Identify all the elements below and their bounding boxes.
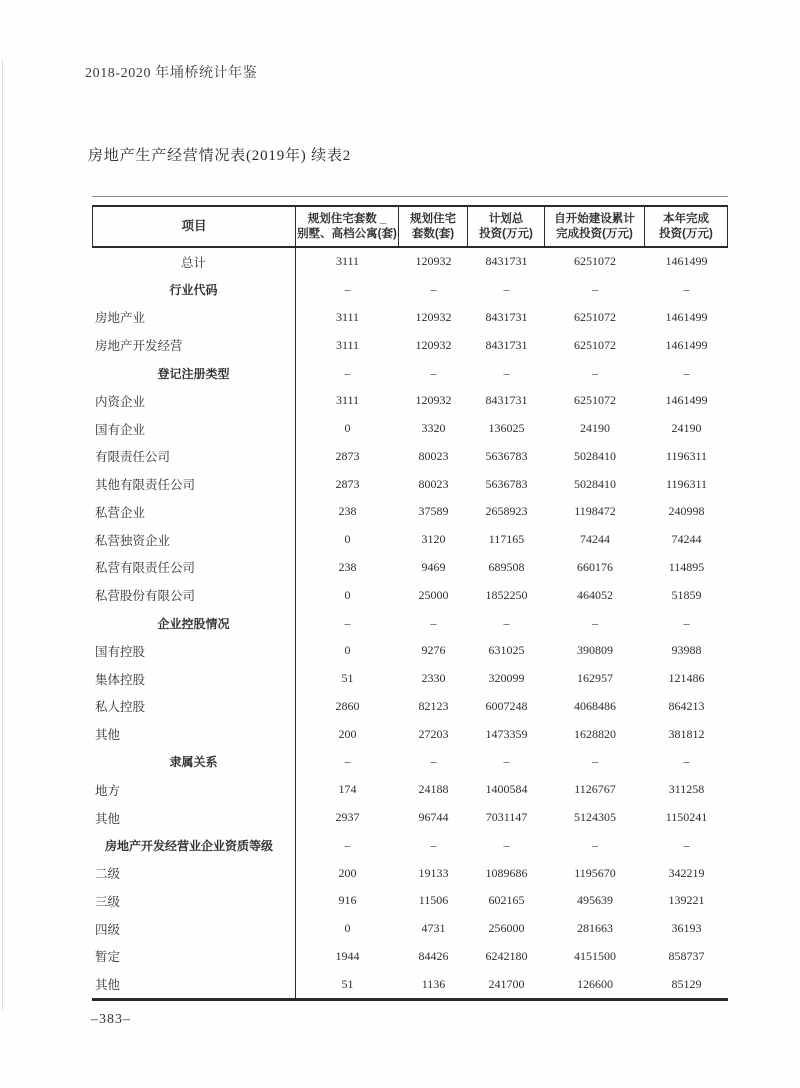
table-row — [92, 415, 728, 443]
row-label: 三级 — [92, 887, 296, 915]
yearbook-header: 2018-2020 年埇桥统计年鉴 — [85, 66, 258, 81]
scan-edge-artifact — [2, 60, 3, 1010]
row-label: 地方 — [92, 776, 296, 804]
row-label: 私营独资企业 — [92, 526, 296, 554]
table-row — [92, 943, 728, 971]
cell-value: 390809 — [577, 643, 613, 658]
row-label: 内资企业 — [92, 387, 296, 415]
column-header-text: 套数(套) — [411, 227, 455, 240]
cell-value: 916 — [338, 893, 357, 908]
cell-value: 5636783 — [485, 476, 528, 491]
table-row — [92, 526, 728, 554]
cell-value: 3111 — [335, 309, 360, 324]
statistics-table — [92, 196, 728, 1001]
cell-value: 5124305 — [574, 810, 616, 825]
row-label: 其他 — [92, 720, 296, 748]
cell-value: 2873 — [335, 448, 360, 463]
table-row — [92, 498, 728, 526]
cell-value: 1628820 — [574, 726, 616, 741]
table-row — [92, 887, 728, 915]
row-label: 其他 — [92, 970, 296, 998]
row-label: 有限责任公司 — [92, 442, 296, 470]
page-number: –383– — [91, 1012, 131, 1027]
cell-value: 0 — [344, 532, 351, 547]
cell-value: 1461499 — [665, 254, 708, 269]
cell-value: 117165 — [488, 532, 525, 547]
column-header-text: 规划住宅套数 _ — [307, 212, 387, 225]
cell-value: – — [592, 837, 598, 852]
cell-value: – — [344, 365, 351, 380]
cell-value: 96744 — [418, 810, 449, 825]
cell-value: 1196311 — [665, 448, 708, 463]
cell-value: 342219 — [668, 865, 705, 880]
column-header — [92, 207, 296, 246]
cell-value: 84426 — [418, 948, 449, 963]
cell-value: – — [430, 282, 437, 297]
cell-value: 82123 — [418, 698, 449, 713]
cell-value: – — [683, 365, 690, 380]
cell-value: 51 — [341, 671, 354, 686]
cell-value: – — [430, 837, 437, 852]
table-row — [92, 470, 728, 498]
column-header-text: 别墅、高档公寓(套) — [297, 227, 397, 240]
table-top-rule — [92, 196, 728, 197]
row-label: 其他 — [92, 804, 296, 832]
cell-value: – — [683, 282, 690, 297]
cell-value: 320099 — [488, 671, 525, 686]
cell-value: 162957 — [577, 671, 613, 686]
cell-value: 3111 — [335, 337, 360, 352]
cell-value: 120932 — [415, 393, 452, 408]
column-header-text: 规划住宅 — [410, 212, 456, 225]
table-row — [92, 748, 728, 776]
cell-value: 4068486 — [574, 698, 616, 713]
cell-value: 37589 — [418, 504, 449, 519]
row-label: 私营企业 — [92, 498, 296, 526]
cell-value: 6251072 — [574, 337, 616, 352]
table-row — [92, 970, 728, 998]
cell-value: 6251072 — [574, 393, 616, 408]
row-label: 暂定 — [92, 943, 296, 971]
cell-value: – — [430, 754, 437, 769]
cell-value: 174 — [338, 782, 357, 797]
column-header-text: 计划总 — [488, 212, 524, 225]
cell-value: 1461499 — [665, 337, 708, 352]
cell-value: – — [344, 754, 351, 769]
table-row — [92, 387, 728, 415]
cell-value: 27203 — [418, 726, 449, 741]
cell-value: 6251072 — [574, 309, 616, 324]
cell-value: 126600 — [577, 976, 613, 991]
cell-value: 121486 — [668, 671, 705, 686]
cell-value: 1461499 — [665, 309, 708, 324]
cell-value: 4151500 — [574, 948, 616, 963]
table-row — [92, 720, 728, 748]
column-header-text: 投资(万元) — [659, 227, 713, 240]
cell-value: 74244 — [671, 532, 702, 547]
cell-value: – — [430, 365, 437, 380]
cell-value: 5028410 — [574, 476, 616, 491]
cell-value: 1944 — [335, 948, 360, 963]
column-header — [645, 207, 728, 246]
table-row — [92, 442, 728, 470]
cell-value: 36193 — [671, 921, 702, 936]
cell-value: – — [503, 365, 510, 380]
cell-value: – — [503, 754, 510, 769]
cell-value: – — [503, 615, 510, 630]
row-label: 国有控股 — [92, 637, 296, 665]
cell-value: 24190 — [580, 421, 610, 436]
cell-value: 240998 — [668, 504, 705, 519]
cell-value: 495639 — [577, 893, 613, 908]
cell-value: 136025 — [488, 421, 525, 436]
cell-value: 74244 — [580, 532, 610, 547]
cell-value: 1150241 — [665, 810, 708, 825]
cell-value: 80023 — [418, 448, 449, 463]
column-header-text: 本年完成 — [663, 212, 709, 225]
cell-value: 25000 — [418, 587, 449, 602]
cell-value: 2937 — [335, 810, 360, 825]
row-label: 总计 — [92, 248, 296, 276]
table-header-row — [92, 205, 728, 248]
cell-value: 602165 — [488, 893, 525, 908]
cell-value: 5028410 — [574, 448, 616, 463]
cell-value: – — [683, 837, 690, 852]
cell-value: 11506 — [418, 893, 449, 908]
cell-value: – — [683, 615, 690, 630]
column-header-text: 项目 — [181, 219, 207, 233]
cell-value: – — [683, 754, 690, 769]
row-label: 私人控股 — [92, 693, 296, 721]
cell-value: 9276 — [421, 643, 446, 658]
row-label: 登记注册类型 — [92, 359, 296, 387]
table-row — [92, 665, 728, 693]
cell-value: 256000 — [488, 921, 525, 936]
table-row — [92, 359, 728, 387]
cell-value: 858737 — [668, 948, 705, 963]
cell-value: 238 — [338, 504, 357, 519]
table-body — [92, 248, 728, 1001]
row-label: 二级 — [92, 859, 296, 887]
cell-value: 85129 — [671, 976, 702, 991]
cell-value: 0 — [344, 921, 351, 936]
cell-value: 120932 — [415, 254, 452, 269]
row-label: 私营有限责任公司 — [92, 554, 296, 582]
cell-value: – — [592, 365, 598, 380]
cell-value: 3120 — [421, 532, 446, 547]
cell-value: 241700 — [488, 976, 525, 991]
cell-value: 1195670 — [574, 865, 616, 880]
cell-value: 381812 — [668, 726, 705, 741]
row-label: 集体控股 — [92, 665, 296, 693]
cell-value: 311258 — [668, 782, 705, 797]
cell-value: 93988 — [671, 643, 702, 658]
cell-value: – — [344, 615, 351, 630]
cell-value: 0 — [344, 421, 351, 436]
cell-value: 2873 — [335, 476, 360, 491]
cell-value: 0 — [344, 587, 351, 602]
cell-value: 51859 — [671, 587, 702, 602]
row-label: 房地产业 — [92, 304, 296, 332]
cell-value: 1461499 — [665, 393, 708, 408]
table-row — [92, 859, 728, 887]
cell-value: 8431731 — [485, 309, 528, 324]
cell-value: – — [344, 837, 351, 852]
table-row — [92, 304, 728, 332]
cell-value: 238 — [338, 559, 357, 574]
cell-value: 689508 — [488, 559, 525, 574]
column-header — [545, 207, 645, 246]
table-row — [92, 609, 728, 637]
cell-value: 200 — [338, 865, 357, 880]
cell-value: 139221 — [668, 893, 705, 908]
table-row — [92, 776, 728, 804]
cell-value: 631025 — [488, 643, 525, 658]
table-row — [92, 831, 728, 859]
cell-value: 281663 — [577, 921, 613, 936]
column-header — [468, 207, 545, 246]
cell-value: 120932 — [415, 309, 452, 324]
cell-value: 8431731 — [485, 337, 528, 352]
cell-value: 1473359 — [485, 726, 528, 741]
cell-value: – — [344, 282, 351, 297]
column-header — [399, 207, 468, 246]
table-row — [92, 248, 728, 276]
cell-value: – — [503, 837, 510, 852]
cell-value: – — [592, 615, 598, 630]
row-label: 私营股份有限公司 — [92, 581, 296, 609]
cell-value: 1196311 — [665, 476, 708, 491]
cell-value: 8431731 — [485, 393, 528, 408]
cell-value: 3111 — [335, 393, 360, 408]
cell-value: 1400584 — [485, 782, 528, 797]
cell-value: 6007248 — [485, 698, 528, 713]
row-label: 国有企业 — [92, 415, 296, 443]
cell-value: 1198472 — [574, 504, 616, 519]
table-row — [92, 637, 728, 665]
table-row — [92, 554, 728, 582]
table-row — [92, 331, 728, 359]
cell-value: 51 — [341, 976, 354, 991]
cell-value: 9469 — [421, 559, 446, 574]
table-row — [92, 276, 728, 304]
cell-value: 660176 — [577, 559, 613, 574]
cell-value: 8431731 — [485, 254, 528, 269]
cell-value: 2658923 — [485, 504, 528, 519]
cell-value: 2860 — [335, 698, 360, 713]
cell-value: 464052 — [577, 587, 613, 602]
cell-value: 1126767 — [574, 782, 616, 797]
cell-value: 4731 — [421, 921, 446, 936]
row-label: 隶属关系 — [92, 748, 296, 776]
row-label: 房地产开发经营业企业资质等级 — [92, 831, 296, 859]
table-row — [92, 915, 728, 943]
cell-value: 114895 — [668, 559, 705, 574]
cell-value: – — [503, 282, 510, 297]
cell-value: 19133 — [418, 865, 449, 880]
table-row — [92, 693, 728, 721]
column-header-text: 自开始建设累计 — [554, 212, 635, 225]
cell-value: 864213 — [668, 698, 705, 713]
row-label: 行业代码 — [92, 276, 296, 304]
cell-value: – — [430, 615, 437, 630]
cell-value: – — [592, 282, 598, 297]
cell-value: 80023 — [418, 476, 449, 491]
column-header-text: 投资(万元) — [479, 227, 533, 240]
row-label: 房地产开发经营 — [92, 331, 296, 359]
cell-value: 24188 — [418, 782, 449, 797]
cell-value: 1852250 — [485, 587, 528, 602]
page-title: 房地产生产经营情况表(2019年) 续表2 — [88, 148, 352, 164]
cell-value: 6242180 — [485, 948, 528, 963]
cell-value: 5636783 — [485, 448, 528, 463]
cell-value: 200 — [338, 726, 357, 741]
column-header-text: 完成投资(万元) — [556, 227, 633, 240]
table-row — [92, 804, 728, 832]
cell-value: 120932 — [415, 337, 452, 352]
cell-value: 2330 — [421, 671, 446, 686]
cell-value: 0 — [344, 643, 351, 658]
column-header — [296, 207, 399, 246]
cell-value: 24190 — [671, 421, 702, 436]
table-row — [92, 581, 728, 609]
cell-value: – — [592, 754, 598, 769]
row-label: 企业控股情况 — [92, 609, 296, 637]
row-label: 其他有限责任公司 — [92, 470, 296, 498]
cell-value: 1089686 — [485, 865, 528, 880]
row-label: 四级 — [92, 915, 296, 943]
cell-value: 6251072 — [574, 254, 616, 269]
cell-value: 3111 — [335, 254, 360, 269]
cell-value: 7031147 — [485, 810, 528, 825]
cell-value: 3320 — [421, 421, 446, 436]
cell-value: 1136 — [421, 976, 446, 991]
